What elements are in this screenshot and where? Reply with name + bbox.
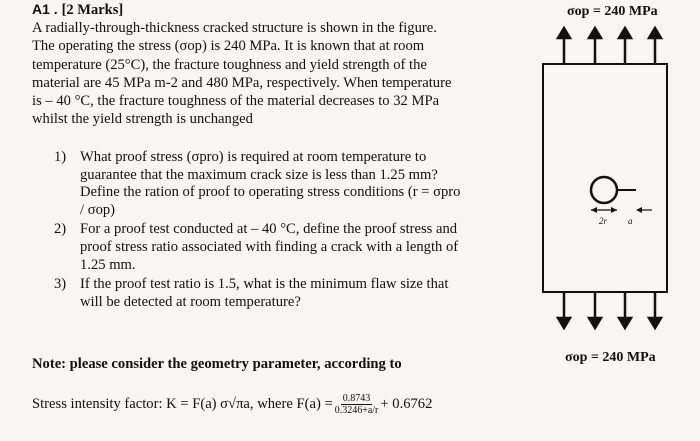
question-item <box>54 221 514 274</box>
question-number: 2) <box>54 221 67 238</box>
question-line: What proof stress (σpro) is required at room temperature to <box>80 149 427 165</box>
intro-line-5: is – 40 °C, the fracture toughness of the material decreases to 32 MPa <box>32 93 440 110</box>
geometry-note: Note: please consider the geometry parameter, according to <box>32 356 402 372</box>
top-arrows <box>558 28 661 64</box>
hole-icon <box>591 177 617 203</box>
question-heading <box>32 0 532 19</box>
formula-suffix: + 0.6762 <box>380 396 433 412</box>
intro-line-1: A radially-through-thickness cracked structure is shown in the figure. <box>32 20 437 37</box>
formula-fraction <box>335 393 379 416</box>
question-line: / σop) <box>80 201 116 218</box>
question-line: will be detected at room temperature? <box>80 293 301 310</box>
crack-label: a <box>628 216 633 226</box>
bottom-arrows <box>558 292 661 328</box>
question-line: proof stress ratio associated with finding a crack with a length of <box>80 238 459 255</box>
question-id: A1 . <box>32 1 58 17</box>
bottom-stress-label: σop = 240 MPa <box>565 350 656 365</box>
hole-label: 2r <box>599 216 608 226</box>
problem-statement <box>32 0 532 128</box>
question-line: For a proof test conducted at – 40 °C, define the proof stress and <box>80 221 458 238</box>
question-line: If the proof test ratio is 1.5, what is the minimum flaw size that <box>80 276 449 293</box>
question-list <box>54 149 514 313</box>
intro-line-2: The operating the stress (σop) is 240 MPa. It is known that at room <box>32 38 425 55</box>
formula-denominator: 0.3246+a/r <box>334 405 379 416</box>
intro-line-4: material are 45 MPa m-2 and 480 MPa, respectively. When temperature <box>32 74 452 91</box>
formula-numerator: 0.8743 <box>342 393 371 404</box>
intro-line-3: temperature (25°C), the fracture toughness and yield strength of the <box>32 56 427 73</box>
question-line: 1.25 mm. <box>80 256 136 273</box>
question-line: guarantee that the maximum crack size is less than 1.25 mm? <box>80 166 438 183</box>
question-number: 1) <box>54 149 67 165</box>
intro-line-6: whilst the yield strength is unchanged <box>32 111 253 128</box>
stress-intensity-formula <box>32 393 432 416</box>
cracked-plate-figure <box>540 20 680 340</box>
question-number: 3) <box>54 276 67 293</box>
question-item <box>54 276 514 311</box>
question-item <box>54 149 514 219</box>
question-line: Define the ration of proof to operating stress conditions (r = σpro <box>80 184 461 201</box>
top-stress-label: σop = 240 MPa <box>567 4 658 19</box>
formula-prefix: Stress intensity factor: K = F(a) σ√πa, where F(a) = <box>32 396 333 412</box>
question-marks: [2 Marks] <box>61 2 124 18</box>
